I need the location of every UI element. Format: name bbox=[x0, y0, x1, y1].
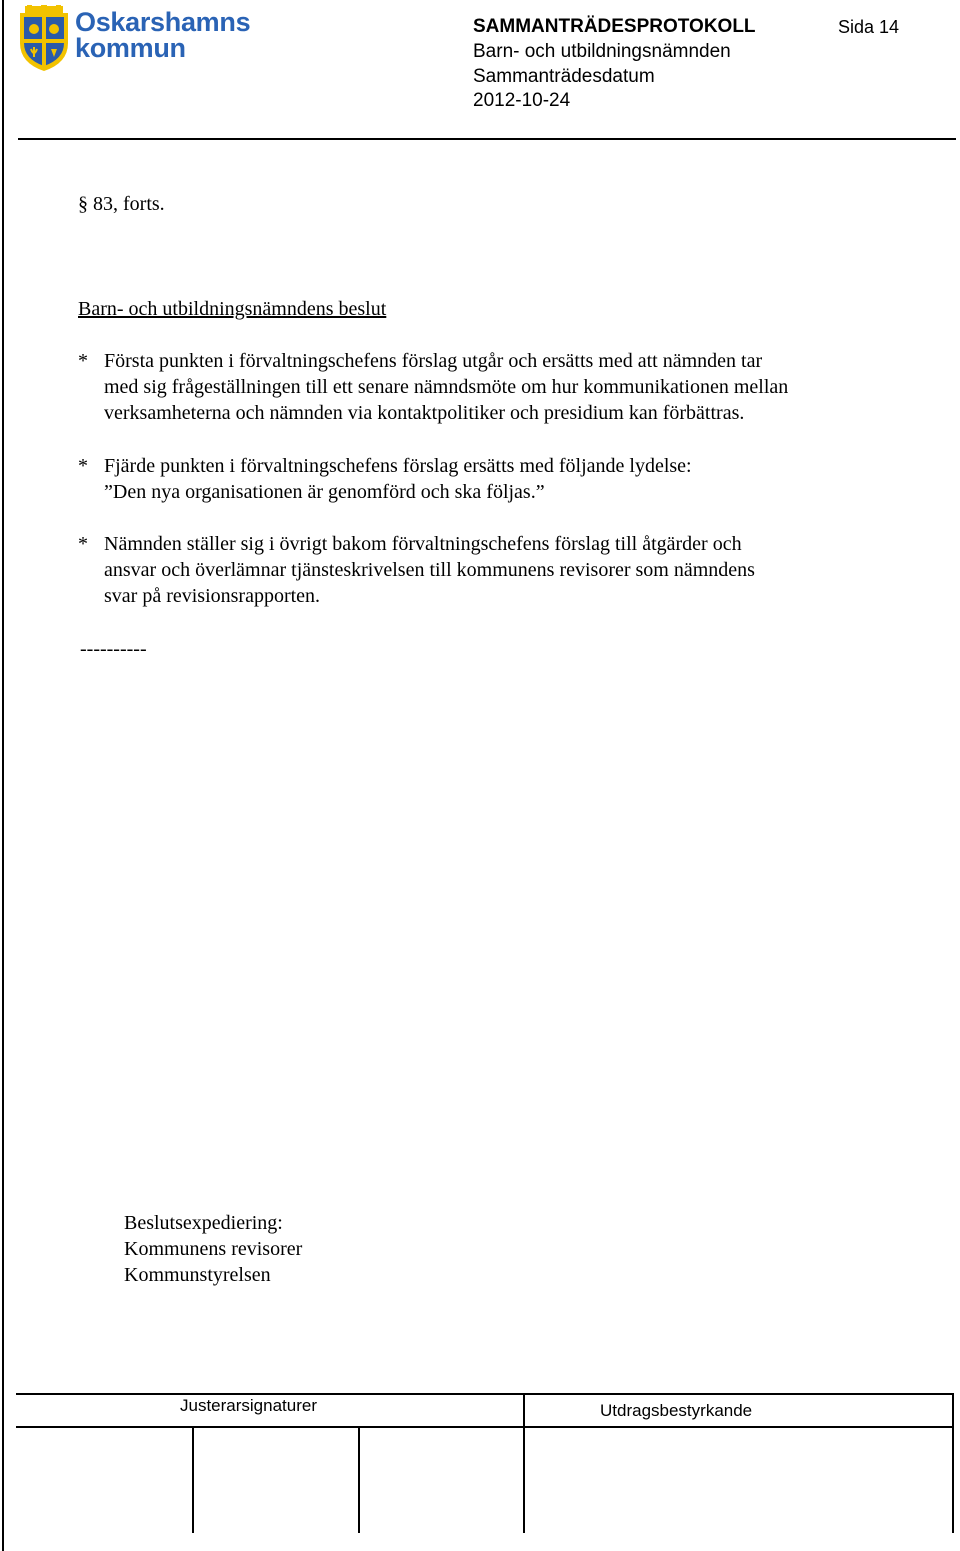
distribution-recipient-1: Kommunens revisorer bbox=[124, 1238, 303, 1260]
logo-line-1: Oskarshamns bbox=[75, 7, 251, 37]
section-number: § 83, forts. bbox=[78, 193, 165, 215]
footer-divider-1 bbox=[192, 1426, 194, 1533]
coat-of-arms-icon bbox=[17, 5, 71, 73]
distribution-heading: Beslutsexpediering: bbox=[124, 1212, 283, 1234]
item-2-line-1: Fjärde punkten i förvaltningschefens förslag ersätts med följande lydelse: bbox=[104, 455, 692, 477]
page-number: Sida 14 bbox=[838, 17, 900, 37]
signatures-label: Justerarsignaturer bbox=[180, 1396, 318, 1415]
decision-heading: Barn- och utbildningsnämndens beslut bbox=[78, 298, 387, 320]
committee-name: Barn- och utbildningsnämnden bbox=[473, 41, 731, 62]
logo-wordmark bbox=[75, 9, 250, 61]
document-title: SAMMANTRÄDESPROTOKOLL bbox=[473, 16, 756, 37]
item-3-line-2: ansvar och överlämnar tjänsteskrivelsen till kommunens revisorer som nämndens bbox=[104, 559, 755, 581]
certifier-label: Utdragsbestyrkande bbox=[600, 1401, 753, 1420]
header-divider bbox=[18, 138, 956, 140]
footer-top-line bbox=[16, 1393, 954, 1395]
bullet-1: * bbox=[78, 350, 88, 372]
distribution-recipient-2: Kommunstyrelsen bbox=[124, 1264, 271, 1286]
item-2-line-2: ”Den nya organisationen är genomförd och ska följas.” bbox=[104, 481, 545, 503]
item-1-line-1: Första punkten i förvaltningschefens förslag utgår och ersätts med att nämnden tar bbox=[104, 350, 763, 372]
footer-right-line bbox=[952, 1393, 954, 1533]
meeting-date-label: Sammanträdesdatum bbox=[473, 66, 655, 87]
item-1-line-2: med sig frågeställningen till ett senare nämndsmöte om hur kommunikationen mellan bbox=[104, 376, 789, 398]
municipality-logo bbox=[17, 5, 277, 75]
end-separator: ---------- bbox=[80, 638, 147, 660]
item-1-line-3: verksamheterna och nämnden via kontaktpolitiker och presidium kan förbättras. bbox=[104, 402, 745, 424]
item-3-line-3: svar på revisionsrapporten. bbox=[104, 585, 321, 607]
bullet-3: * bbox=[78, 533, 88, 555]
bullet-2: * bbox=[78, 455, 88, 477]
footer-divider-main bbox=[523, 1393, 525, 1533]
item-3-line-1: Nämnden ställer sig i övrigt bakom förvaltningschefens förslag till åtgärder och bbox=[104, 533, 742, 555]
page-left-border bbox=[2, 0, 4, 1551]
meeting-date: 2012-10-24 bbox=[473, 90, 571, 111]
logo-line-2: kommun bbox=[75, 33, 186, 63]
footer-divider-2 bbox=[358, 1426, 360, 1533]
footer-mid-line bbox=[16, 1426, 954, 1428]
